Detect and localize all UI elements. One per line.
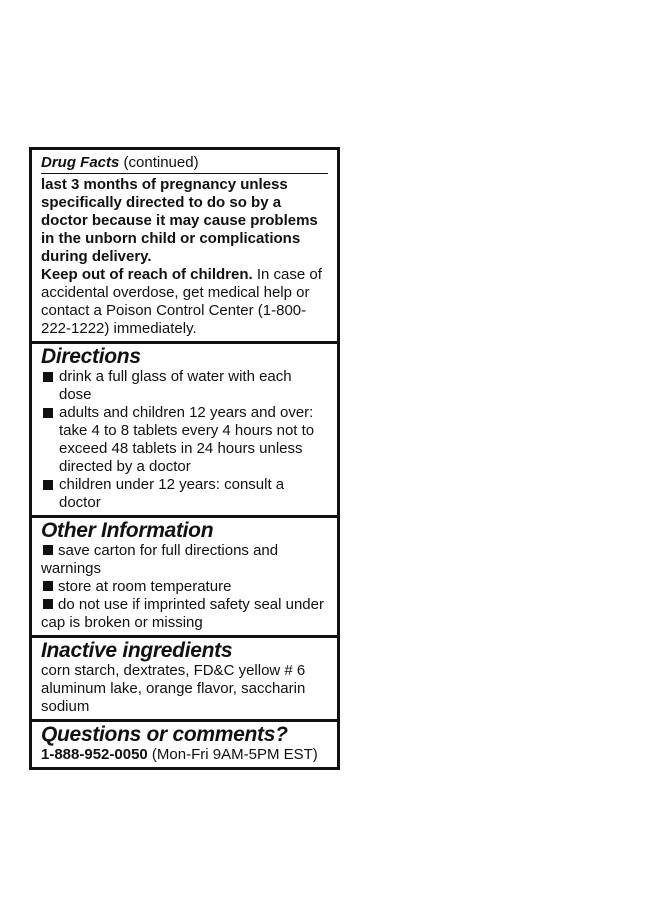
- square-bullet-icon: [43, 581, 53, 591]
- directions-item-text: drink a full glass of water with each dose: [59, 368, 292, 403]
- inactive-ingredients-text: corn starch, dextrates, FD&C yellow # 6 aluminum lake, orange flavor, saccharin sodium: [41, 662, 306, 715]
- other-information-section: [32, 515, 337, 635]
- square-bullet-icon: [43, 545, 53, 555]
- square-bullet-icon: [43, 480, 53, 490]
- questions-section: [32, 719, 337, 767]
- square-bullet-icon: [43, 372, 53, 382]
- panel-header: [41, 154, 328, 174]
- directions-item: [41, 404, 328, 476]
- other-item-text: save carton for full directions and warnings: [41, 542, 279, 577]
- directions-section: [32, 341, 337, 515]
- other-item: [41, 596, 328, 632]
- directions-item: [41, 476, 328, 512]
- other-item: [41, 578, 328, 596]
- keep-out-warning: [41, 266, 328, 338]
- inactive-ingredients-title: Inactive ingredients: [41, 639, 233, 662]
- panel-title-suffix: (continued): [119, 154, 199, 171]
- pregnancy-warning: last 3 months of pregnancy unless specifically directed to do so by a doctor because it may cause problems in the unborn child or complications during delivery.: [41, 176, 318, 265]
- directions-item-text: adults and children 12 years and over: take 4 to 8 tablets every 4 hours not to exceed 48 tablets in 24 hours unless directed by a doctor: [59, 404, 315, 475]
- questions-contact: [41, 746, 328, 764]
- warnings-continued-section: [32, 150, 337, 341]
- other-item: [41, 542, 328, 578]
- square-bullet-icon: [43, 599, 53, 609]
- square-bullet-icon: [43, 408, 53, 418]
- inactive-ingredients-section: [32, 635, 337, 719]
- phone-hours: (Mon-Fri 9AM-5PM EST): [147, 746, 318, 763]
- keep-out-text: In case of accidental overdose, get medical help or contact a Poison Control Center (1-800-222-1222) immediately.: [41, 266, 322, 337]
- keep-out-heading: Keep out of reach of children.: [41, 266, 253, 283]
- other-information-title: Other Information: [41, 519, 214, 542]
- other-item-text: store at room temperature: [58, 578, 232, 595]
- panel-title: Drug Facts: [41, 154, 120, 171]
- directions-item-text: children under 12 years: consult a doctor: [59, 476, 285, 511]
- questions-title: Questions or comments?: [41, 723, 288, 746]
- phone-number: 1-888-952-0050: [41, 746, 148, 763]
- other-item-text: do not use if imprinted safety seal under cap is broken or missing: [41, 596, 324, 631]
- directions-title: Directions: [41, 345, 141, 368]
- directions-item: [41, 368, 328, 404]
- drug-facts-panel: [29, 147, 340, 770]
